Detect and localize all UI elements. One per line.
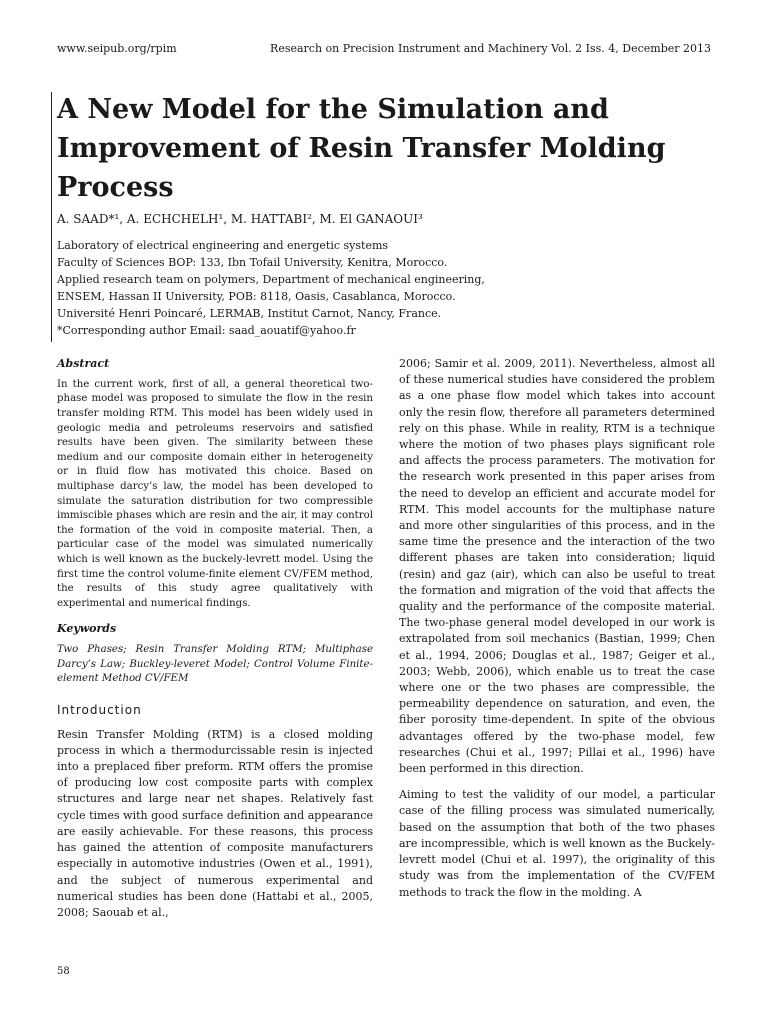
keywords-heading: Keywords [57, 622, 117, 636]
paper-title: A New Model for the Simulation and Improvement of Resin Transfer Molding Process [57, 94, 666, 203]
left-column [57, 356, 373, 931]
affiliation-line: Applied research team on polymers, Department of mechanical engineering, [57, 273, 485, 286]
introduction-paragraph: Resin Transfer Molding (RTM) is a closed molding process in which a thermodurcissable resin is injected into a preplaced fiber preform. RTM offers the promise of producing low cost composite parts with complex structures and large near net shapes. Relatively fast cycle times with good surface definition and appearance are easily achievable. For these reasons, this process has gained the attention of composite manufacturers especially in automotive industries (Owen et al., 1991), and the subject of numerous experimental and numerical studies has been done (Hattabi et al., 2005, 2008; Saouab et al., [57, 727, 373, 919]
affiliations [57, 237, 517, 339]
affiliation-line: Laboratory of electrical engineering and energetic systems [57, 239, 389, 252]
page-number: 58 [57, 966, 70, 977]
affiliation-line: Université Henri Poincaré, LERMAB, Institut Carnot, Nancy, France. [57, 307, 442, 320]
keywords-text: Two Phases; Resin Transfer Molding RTM; Multiphase Darcy’s Law; Buckley-leveret Model; Control Volume Finite-element Method CV/FEM [57, 644, 373, 685]
introduction-heading: Introduction [57, 702, 142, 717]
journal-citation: Research on Precision Instrument and Machinery Vol. 2 Iss. 4, December 2013 [270, 42, 711, 55]
title-rule [51, 92, 52, 342]
right-column [399, 356, 715, 911]
abstract-heading: Abstract [57, 357, 110, 370]
introduction-paragraph-continued: 2006; Samir et al. 2009, 2011). Nevertheless, almost all of these numerical studies have considered the problem as a one phase flow model which takes into account only the resin flow, therefore all parameters determined rely on this phase. While in reality, RTM is a technique where the motion of two phases plays significant role and affects the process parameters. The motivation for the research work presented in this paper arises from the need to develop an efficient and accurate model for RTM. This model accounts for the multiphase nature and more other singularities of this process, and in the same time the presence and the interaction of the two different phases are taken into consideration; liquid (resin) and gaz (air), which can also be useful to treat the formation and migration of the void that affects the quality and the performance of the composite material. The two-phase general model developed in our work is extrapolated from soil mechanics (Bastian, 1999; Chen et al., 1994, 2006; Douglas et al., 1987; Geiger et al., 2003; Webb, 2006), which enable us to treat the case where one or the two phases are compressible, the permeability dependence on saturation, and even, the fiber porosity time-dependent. In spite of the obvious advantages offered by the two-phase model, few researches (Chui et al., 1997; Pillai et al., 1996) have been performed in this direction. [399, 357, 715, 776]
corresponding-author: *Corresponding author Email: saad_aouatif@yahoo.fr [57, 324, 356, 337]
affiliation-line: Faculty of Sciences BOP: 133, Ibn Tofail University, Kenitra, Morocco. [57, 256, 448, 269]
authors: A. SAAD*¹, A. ECHCHELH¹, M. HATTABI², M. El GANAOUI³ [57, 212, 423, 226]
abstract-text: In the current work, first of all, a general theoretical two-phase model was proposed to simulate the flow in the resin transfer molding RTM. This model has been widely used in geologic media and petroleums reservoirs and satisfied results have been given. The similarity between these medium and our composite domain either in heterogeneity or in fluid flow has motivated this choice. Based on multiphase darcy’s law, the model has been developed to simulate the saturation distribution for two compressible immiscible phases which are resin and the air, it may control the formation of the void in composite material. Then, a particular case of the model was simulated numerically which is well known as the buckely-levrett model. Using the first time the control volume-finite element CV/FEM method, the results of this study agree qualitatively with experimental and numerical findings. [57, 378, 373, 609]
affiliation-line: ENSEM, Hassan II University, POB: 8118, Oasis, Casablanca, Morocco. [57, 290, 456, 303]
journal-url[interactable]: www.seipub.org/rpim [57, 42, 177, 55]
introduction-paragraph-2: Aiming to test the validity of our model, a particular case of the filling process was simulated numerically, based on the assumption that both of the two phases are incompressible, which is well known as the Buckely-levrett model (Chui et al. 1997), the originality of this study was from the implementation of the CV/FEM methods to track the flow in the molding. A [399, 788, 715, 899]
